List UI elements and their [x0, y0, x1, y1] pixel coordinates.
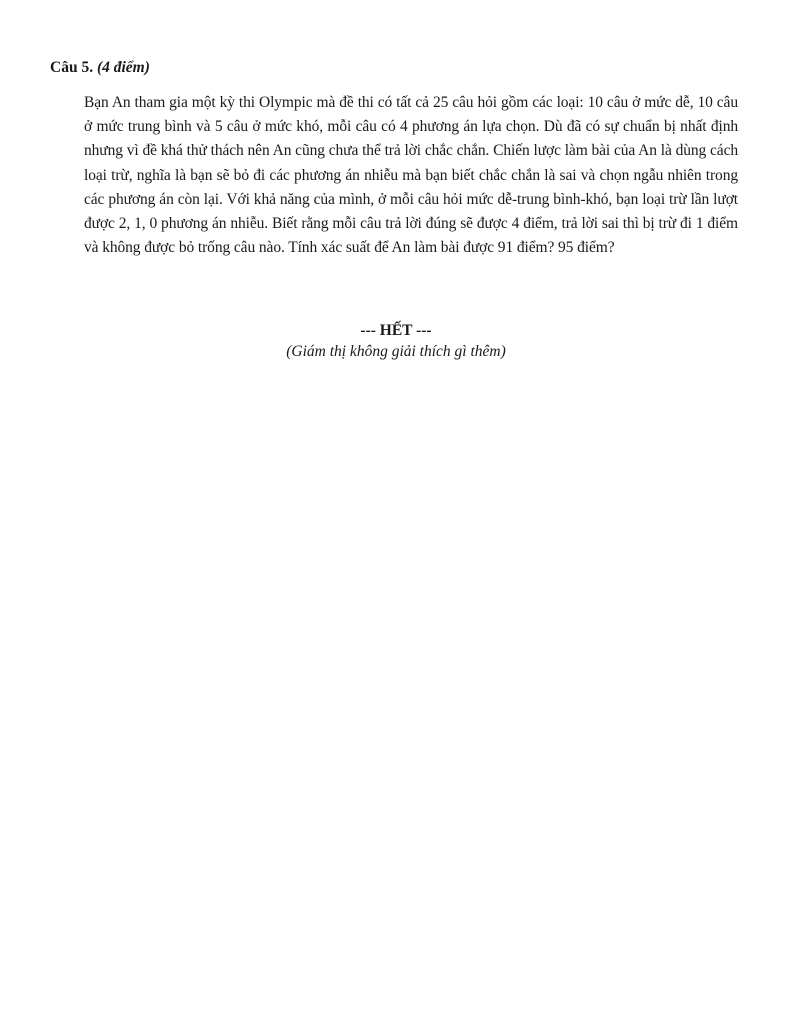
end-marker: --- HẾT --- [360, 322, 432, 339]
invigilator-note: (Giám thị không giải thích gì thêm) [286, 343, 506, 360]
question-points: (4 điểm) [96, 59, 150, 76]
question-heading [50, 57, 150, 79]
question-label: Câu 5. [50, 59, 94, 76]
question-body: Bạn An tham gia một kỳ thi Olympic mà đề thi có tất cả 25 câu hỏi gồm các loại: 10 câu ở mức dễ, 10 câu ở mức trung bình và 5 câu ở mức khó, mỗi câu có 4 phương án lựa chọn. Dù đã có sự chuẩn bị nhất định nhưng vì đề khá thử thách nên An cũng chưa thể trả lời chắc chắn. Chiến lược làm bài của An là dùng cách loại trừ, nghĩa là bạn sẽ bỏ đi các phương án nhiễu mà bạn biết chắc chắn là sai và chọn ngẫu nhiên trong các phương án còn lại. Với khả năng của mình, ở mỗi câu hỏi mức dễ-trung bình-khó, bạn loại trừ lần lượt được 2, 1, 0 phương án nhiễu. Biết rằng mỗi câu trả lời đúng sẽ được 4 điểm, trả lời sai thì bị trừ đi 1 điểm và không được bỏ trống câu nào. Tính xác suất để An làm bài được 91 điểm? 95 điểm? [84, 94, 738, 257]
